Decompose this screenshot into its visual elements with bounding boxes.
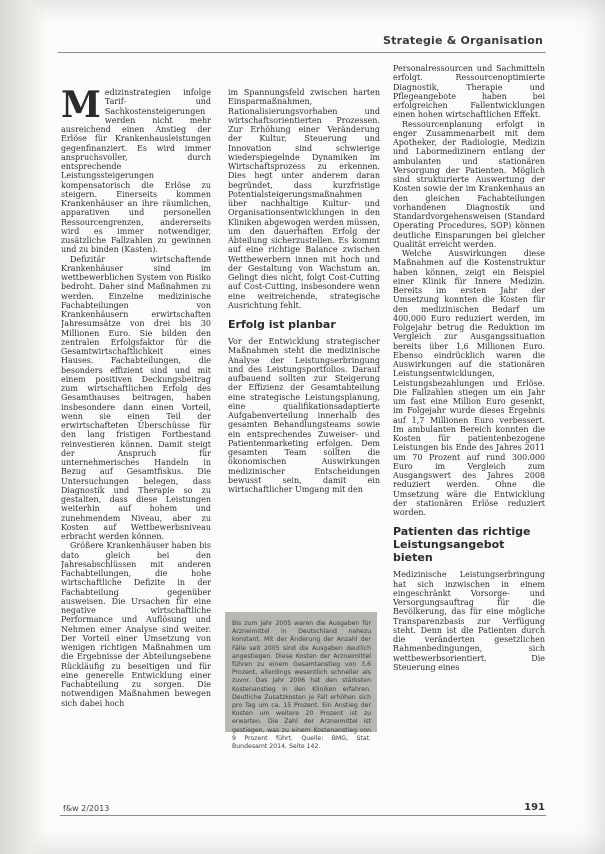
info-box bbox=[225, 612, 377, 751]
section-title: Strategie & Organisation bbox=[383, 34, 543, 47]
header-rule bbox=[58, 52, 546, 53]
paragraph: Medizinische Leistungserbringung hat sich inzwischen in einem eingeschränkt Vorsorge- und Versorgungsauftrag für die Bevölkerung, das für eine mögliche Transparenzbasis zur Verfügung steht. Denn ist die Patienten durch die veränderten gesetzlichen Rahmenbedingungen, sich wettbewerbsorientiert. Die Steuerung eines bbox=[393, 570, 545, 672]
subheading: Patienten das richtige Leistungsangebot bieten bbox=[393, 525, 531, 565]
drop-cap: M bbox=[61, 88, 101, 126]
paragraph: Defizitär wirtschaftende Krankenhäuser sind im wettbewerblichen System von Risiko bedroht. Daher sind Maßnahmen zu werden. Einzelne medizinische Fachabteilungen von Krankenhäusern erwirtschaften Jahresumsätze von drei bis 30 Millionen Euro. Sie bilden den zentralen Erfolgsfaktor für die Gesamtwirtschaftlichkeit eines Hauses. Fachabteilungen, die besonders effizient sind und mit einem positiven Deckungsbeitrag zum wirtschaftlichen Erfolg des Gesamthauses beitragen, haben insbesondere dann einen Vorteil, wenn sie einen Teil der erwirtschafteten Überschüsse für den lang fristigen Fortbestand reinvestieren können. Damit steigt der Anspruch für unternehmerisches Handeln in Bezug auf Gesamtfiskus. Die Untersuchungen belegen, dass Diagnostik und Therapie so zu gestalten, dass diese Leistungen weiterhin auf hohem und zunehmendem Niveau, aber zu Kosten auf Wettbewerbsniveau erbracht werden können. bbox=[61, 254, 211, 541]
paragraph: Vor der Entwicklung strategischer Maßnahmen steht die medizinische Analyse der Leistungserbringung und des Leistungsportfolios. Darauf aufbauend sollten zur Steigerung der Effizienz der Gesamtabteilung eine strategische Leistungsplanung, eine qualifikationsadaptierte Aufgabenverteilung innerhalb des gesamten Behandlungsteams sowie ein entsprechendes Zuweiser- und Patientenmarketing erfolgen. Dem gesamten Team sollten die ökonomischen Auswirkungen medizinischer Entscheidungen bewusst sein, damit ein wirtschaftlicher Umgang mit den bbox=[228, 337, 380, 494]
paragraph: Personalressourcen und Sachmitteln erfolgt. Ressourcenoptimierte Diagnostik, Therapie und Pflegeangebote haben bei erfolgreichen Fallentwicklungen einen hohen wirtschaftlichen Effekt. bbox=[393, 64, 545, 120]
paragraph: im Spannungsfeld zwischen harten Einsparmaßnahmen, Rationalisierungsvorhaben und wirtschaftsorientierten Prozessen. Zur Erhöhung einer Veränderung der Kultur, Steuerung und Innovation sind schwierige wiederspiegelnde Dynamiken im Wirtschaftsprozess zu erkennen. Dies hegt unter anderem daran begründet, dass kurzfristige Potentialsteigerungsmaßnahmen über nachhaltige Kultur- und Organisationsentwicklungen in den Kliniken abgewogen werden müssen, um den dauerhaften Erfolg der Abteilung sicherzustellen. Es kommt auf eine richtige Balance zwischen Wettbewerbern innen mit hoch und der Gestaltung von Wachstum an. Gelingt dies nicht, folgt Cost-Cutting auf Cost-Cutting, insbesondere wenn eine weitreichende, strategische Ausrichtung fehlt. bbox=[228, 88, 380, 310]
article-column-1 bbox=[61, 88, 211, 842]
paragraph-text: edizinstrategien infolge Tarif- und Sachkostensteigerungen werden nicht mehr ausreichend einen Anstieg der Erlöse für Krankenhausleistungen gegenfinanziert. Es wird immer anspruchsvoller, durch entsprechende Leistungssteigerungen kompensatorisch die Erlöse zu steigern. Einerseits kommen Krankenhäuser an ihre räumlichen, apparativen und personellen Ressourcengrenzen, andererseits wird es immer notwendiger, zusätzliche Fallzahlen zu gewinnen und zu binden (Kasten). bbox=[61, 88, 211, 255]
paragraph: Welche Auswirkungen diese Maßnahmen auf die Kostenstruktur haben können, zeigt ein Beispiel einer Klinik für Innere Medizin. Bereits im ersten Jahr der Umsetzung konnten die Kosten für den medizinischen Bedarf um 400.000 Euro reduziert werden, im Folgejahr betrug die Reduktion im Vergleich zur Ausgangssituation bereits über 1,6 Millionen Euro. Ebenso eindrücklich waren die Auswirkungen auf die stationären Leistungsentwicklungen, Leistungsbezahlungen und Erlöse. Die Fallzahlen stiegen um ein Jahr um fast eine Million Euro gesenkt, im Folgejahr wurde dieses Ergebnis auf 1,7 Millionen Euro verbessert. Im ambulanten Bereich konnten die Kosten für patientenbezogene Leistungen bis Ende des Jahres 2011 um 70 Prozent auf rund 300.000 Euro im Vergleich zum Ausgangswert des Jahres 2008 reduziert werden. Ohne die Umsetzung wäre die Entwicklung der stationären Erlöse reduziert worden. bbox=[393, 249, 545, 517]
paragraph bbox=[61, 88, 211, 255]
footer-rule bbox=[60, 815, 546, 816]
subheading: Erfolg ist planbar bbox=[228, 318, 336, 331]
info-box-text: Bis zum Jahr 2005 waren die Ausgaben für Arzneimittel in Deutschland nahezu konstant. Mit der Änderung der Anzahl der Fälle seit 2005 sind die Ausgaben deutlich angestiegen. Diese Kosten der Arzneimittel führen zu einem Gesamtanstieg von 3,6 Prozent, allerdings wesentlich schneller als zuvor. Das Jahr 2006 hat den stärksten Kostenanstieg in den Kliniken erfahren. Deutliche Zusatzkosten je Fall erhöhen sich pro Tag um ca. 15 Prozent. Ein Anstieg der Kosten um weitere 20 Prozent ist zu erwarten. Die Zahl der Arzneimittel ist gestiegen, was zu einem Kostenanstieg von 9 Prozent führt. Quelle: BMG, Stat. Bundesamt 2014, Seite 142. bbox=[232, 620, 371, 751]
footer-issue: f&w 2/2013 bbox=[63, 804, 110, 813]
article-column-2 bbox=[228, 88, 380, 608]
page-number: 191 bbox=[524, 802, 545, 813]
article-column-3 bbox=[393, 64, 545, 854]
paragraph: Ressourcenplanung erfolgt in enger Zusammenarbeit mit dem Apotheker, der Radiologie, Medizin und Labormedizinern entlang der ambulanten und stationären Versorgung der Patienten. Möglich sind strukturierte Auswertung der Kosten sowie der im Krankenhaus an den gleichen Fachabteilungen vorhandenen Diagnostik und Standardvorgehensweisen (Standard Operating Procedures, SOP) können deutliche Einsparungen bei gleicher Qualität erreicht werden. bbox=[393, 119, 545, 249]
page-edge-shadow bbox=[0, 0, 48, 854]
paragraph: Größere Krankenhäuser haben bis dato gleich bei den Jahresabschlüssen mit anderen Fachabteilungen, die hohe wirtschaftliche Defizite in der Fachabteilung gegenüber ausweisen. Die Ursachen für eine negative wirtschaftliche Performance und Auflösung und Nehmen einer Analyse sind weiter. Der Vorteil einer Umsetzung von wenigen richtigen Maßnahmen um die Ergebnisse der Abteilungsebene Rückläufig zu beseitigen und für eine generelle Entwicklung einer Fachabteilung zu sorgen. Die notwendigen Maßnahmen bewegen sich dabei hoch bbox=[61, 541, 211, 708]
